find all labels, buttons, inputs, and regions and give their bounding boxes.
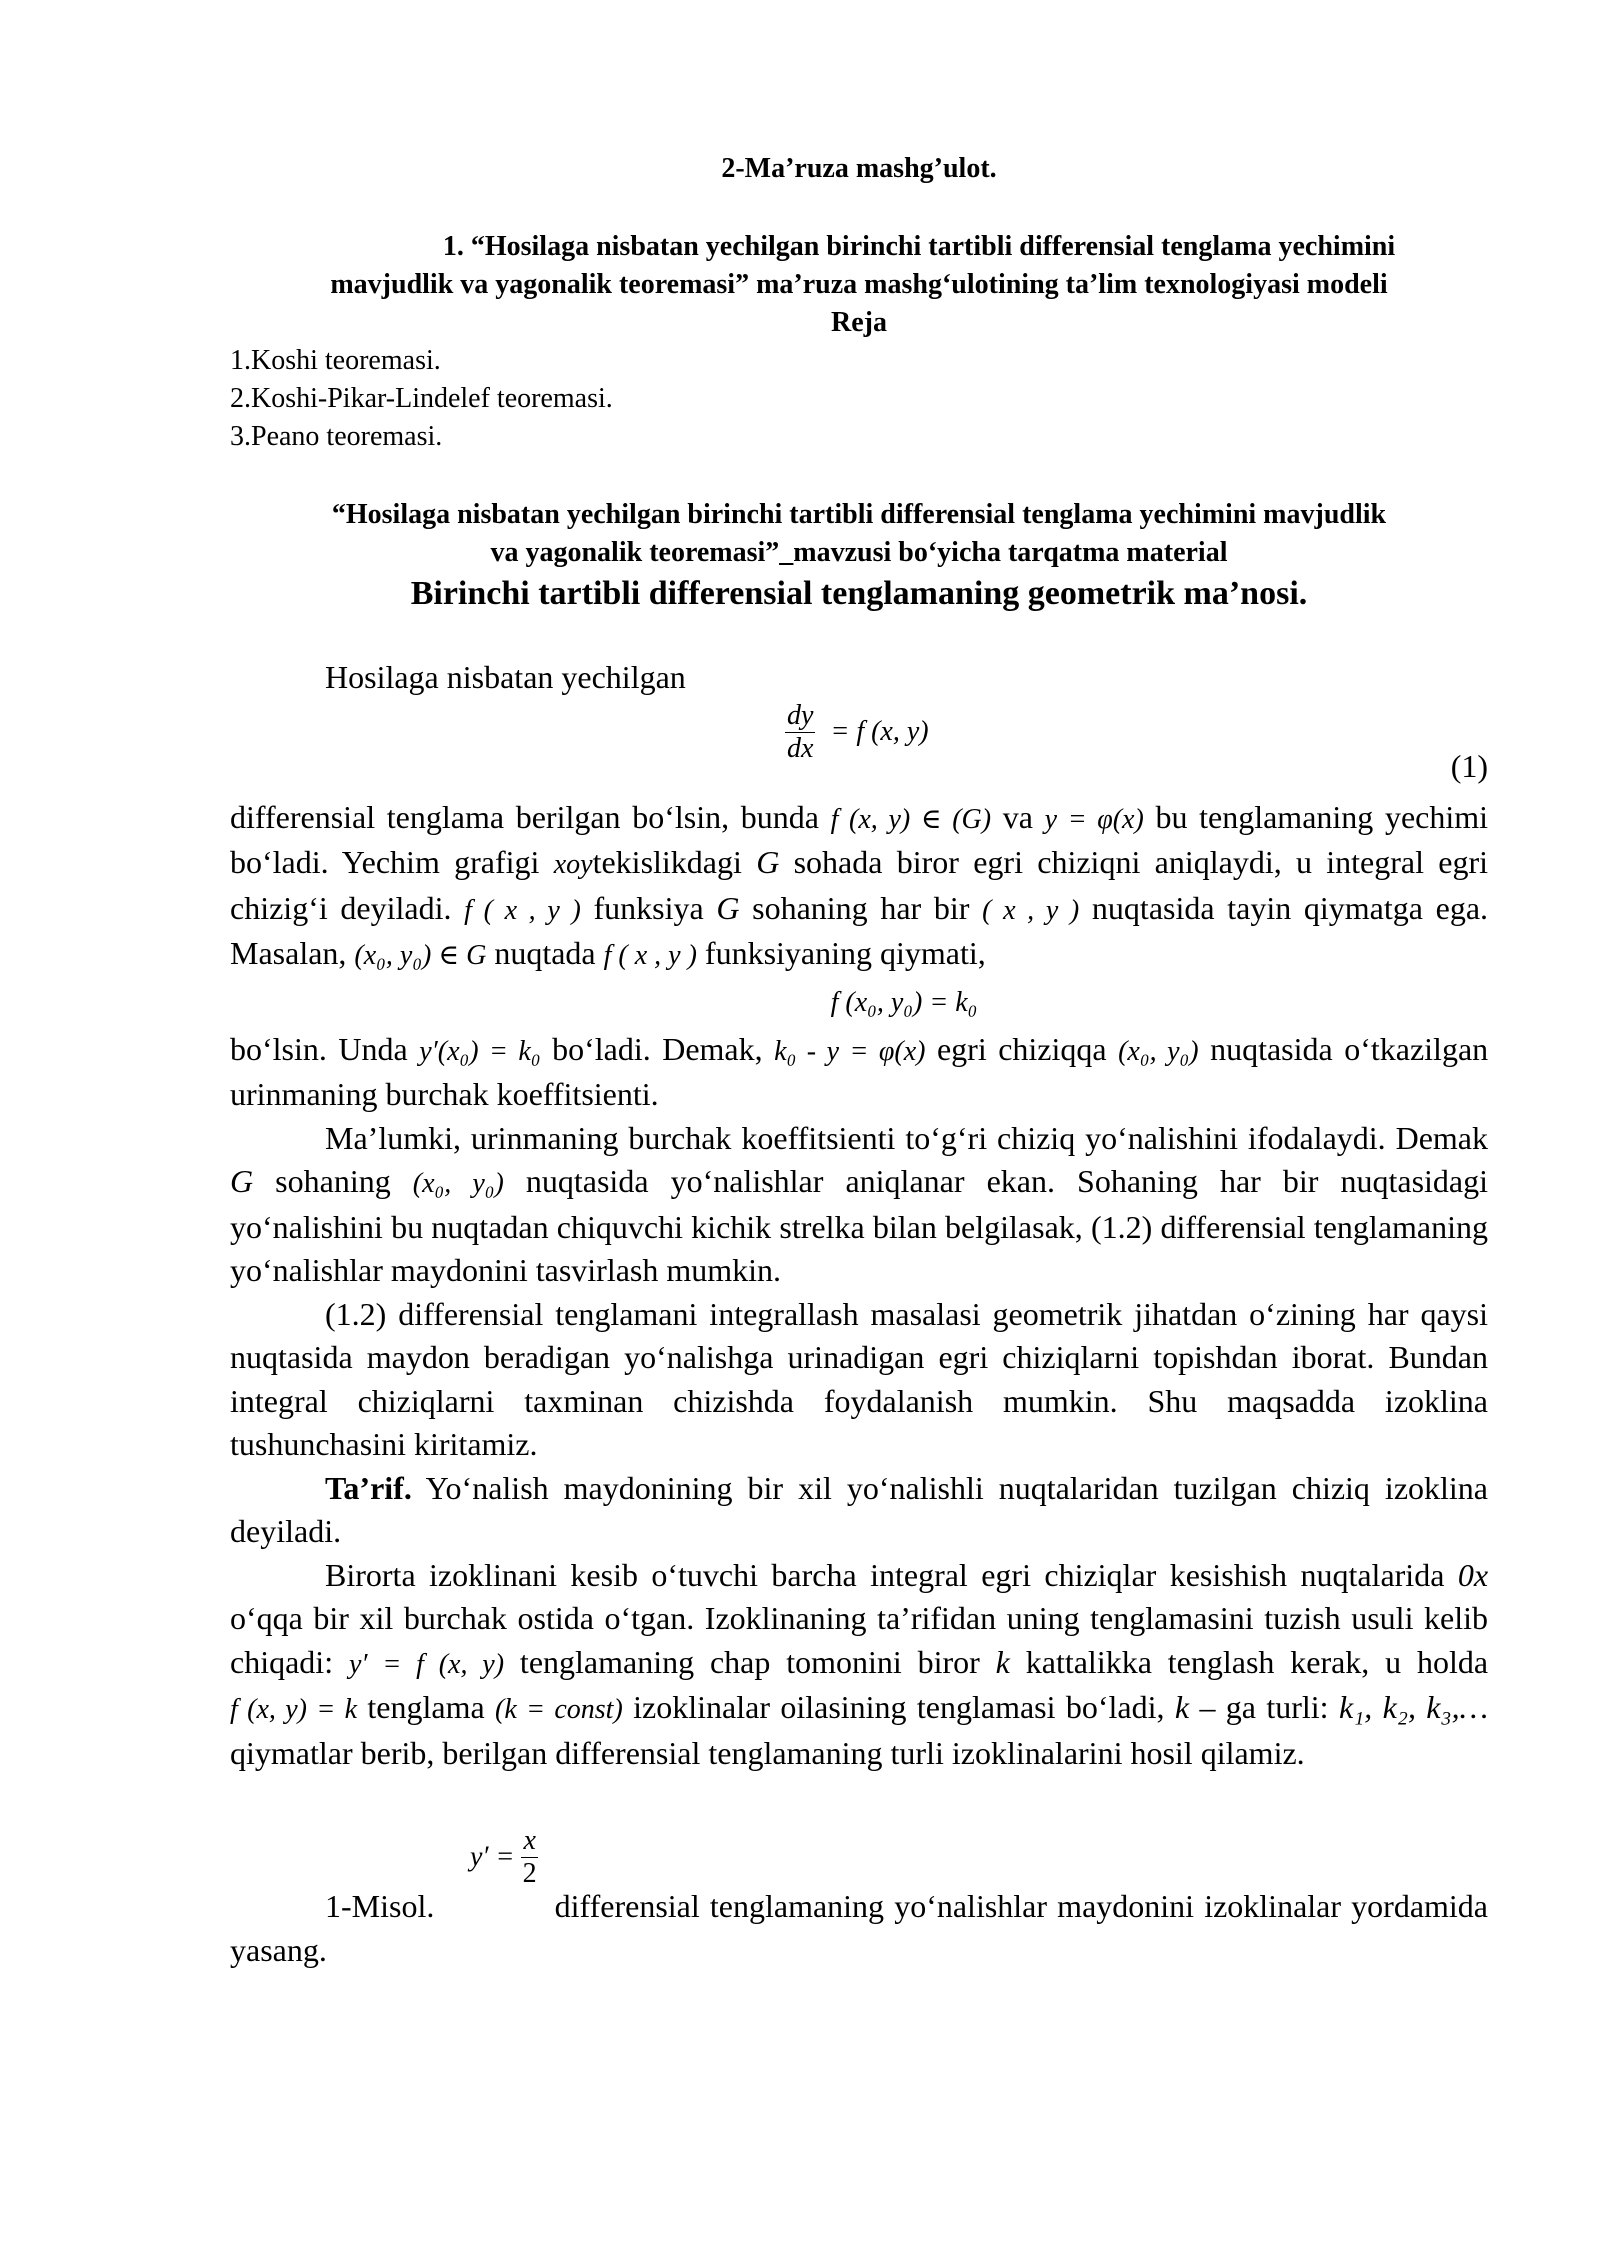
math-inline: (x₀, y₀)	[1118, 1035, 1199, 1067]
intro-text: Hosilaga nisbatan yechilgan	[325, 659, 686, 695]
handout-heading-line-1: “Hosilaga nisbatan yechilgan birinchi tartibli differensial tenglama yechimini mavjudlik	[331, 499, 1387, 530]
paragraph-4: (1.2) differensial tenglamani integrallash masalasi geometrik jihatdan o‘zining har qaysi nuqtasida maydon beradigan yo‘nalishga urinadigan egri chiziqlarni topishdan iborat. Bundan integral chiziqlarni taxminan chizishda foydalanish mumkin. Shu maqsadda izoklina tushunchasini kiritamiz.	[230, 1295, 1488, 1462]
equation-1-fraction	[785, 700, 815, 765]
plan-title: Reja	[831, 307, 887, 338]
equation-1-rhs: = f (x, y)	[830, 716, 929, 747]
math-inline: f (x, y) ∈ (G)	[830, 803, 992, 835]
fraction-numerator: dy	[787, 699, 814, 731]
fraction-numerator: x	[523, 1825, 536, 1856]
handout-heading	[230, 496, 1488, 572]
lecture-heading	[230, 228, 1488, 342]
math-inline: (x₀, y₀)	[412, 1168, 504, 1199]
section-heading: Birinchi tartibli differensial tenglamaning geometrik ma’nosi.	[410, 575, 1308, 612]
math-inline: y′(x₀) = k₀	[419, 1035, 541, 1067]
equation-1	[230, 700, 1488, 796]
example-1-label: 1-Misol.	[325, 1888, 435, 1924]
math-inline: y = φ(x)	[1044, 803, 1144, 835]
plan-list	[230, 342, 1488, 456]
example-1-text: 1-Misol. differensial tenglamaning yo‘nalishlar maydonini izoklinalar yordamida yasang.	[230, 1888, 1489, 1968]
paragraph-6: Birorta izoklinani kesib o‘tuvchi barcha integral egri chiziqlar kesishish nuqtalarida 0x o‘qqa bir xil burchak ostida o‘tgan. Izoklinaning ta’rifidan uning tenglamasini tuzish usuli kelib chiqadi: y′ = f (x, y) tenglamaning chap tomonini biror k kattalikka tenglash kerak, u holda f (x, y) = k tenglama (k = const) izoklinalar oilasining tenglamasi bo‘ladi, k – ga turli: k₁, k₂, k₃,… qiymatlar berib, berilgan differensial tenglamaning turli izoklinalarini hosil qilamiz.	[230, 1556, 1489, 1771]
lecture-heading-line-2: mavjudlik va yagonalik teoremasi” ma’ruza mashg‘ulotining ta’lim texnologiyasi modeli	[330, 269, 1388, 300]
paragraph-1: differensial tenglama berilgan bo‘lsin, bunda f (x, y) ∈ (G) va y = φ(x) bu tenglamaning yechimi bo‘ladi. Yechim grafigi xoytekislikdagi G sohada biror egri chiziqni aniqlaydi, u integral egri chizig‘i deyiladi. f ( x , y ) funksiya G sohaning har bir ( x , y ) nuqtasida tayin qiymatga ega. Masalan, (x₀, y₀) ∈ G nuqtada f ( x , y ) funksiyaning qiymati,	[230, 798, 1489, 971]
math-inline: ( x , y )	[982, 894, 1080, 926]
lecture-heading-line-1: 1. “Hosilaga nisbatan yechilgan birinchi tartibli differensial tenglama yechimini	[442, 231, 1396, 262]
example-1-equation: y′ = $\frac{x}{2}$	[470, 1825, 537, 1889]
plan-item: 1.Koshi teoremasi.	[230, 345, 441, 376]
equation-2: f (x₀, y₀) = k₀	[830, 986, 978, 1018]
document-page	[230, 150, 1488, 1972]
definition-paragraph: Ta’rif. Yo‘nalish maydonining bir xil yo‘nalishli nuqtalaridan tuzilgan chiziq izoklina deyiladi.	[230, 1469, 1489, 1549]
handout-heading-line-2: va yagonalik teoremasi”_mavzusi bo‘yicha tarqatma material	[490, 537, 1228, 568]
fraction-denominator: 2	[522, 1858, 537, 1889]
math-inline: f ( x , y )	[464, 894, 581, 926]
math-inline: (k = const)	[495, 1694, 623, 1725]
math-inline: f (x, y) = k	[230, 1694, 358, 1725]
definition-label: Ta’rif.	[325, 1469, 412, 1506]
document-title: 2-Ma’ruza mashg’ulot.	[721, 153, 997, 184]
math-inline: f ( x , y )	[603, 940, 697, 971]
plan-item: 2.Koshi-Pikar-Lindelef teoremasi.	[230, 383, 613, 414]
math-inline: k₀ - y = φ(x)	[774, 1035, 926, 1067]
math-inline: y′ = f (x, y)	[348, 1648, 505, 1680]
paragraph-3: Ma’lumki, urinmaning burchak koeffitsienti to‘g‘ri chiziq yo‘nalishini ifodalaydi. Demak G sohaning (x₀, y₀) nuqtasida yo‘nalishlar aniqlanar ekan. Sohaning har bir nuqtasidagi yo‘nalishini bu nuqtadan chiquvchi kichik strelka bilan belgilasak, (1.2) differensial tenglamaning yo‘nalishlar maydonini tasvirlash mumkin.	[230, 1119, 1489, 1288]
math-inline: (x₀, y₀) ∈ G	[354, 940, 487, 971]
paragraph-2: bo‘lsin. Unda y′(x₀) = k₀ bo‘ladi. Demak, k₀ - y = φ(x) egri chiziqqa (x₀, y₀) nuqtasida o‘tkazilgan urinmaning burchak koeffitsienti.	[230, 1030, 1489, 1112]
plan-item: 3.Peano teoremasi.	[230, 421, 443, 452]
fraction-denominator: dx	[787, 732, 814, 764]
equation-1-label: (1)	[1450, 747, 1488, 784]
example-1	[230, 1825, 1488, 1972]
